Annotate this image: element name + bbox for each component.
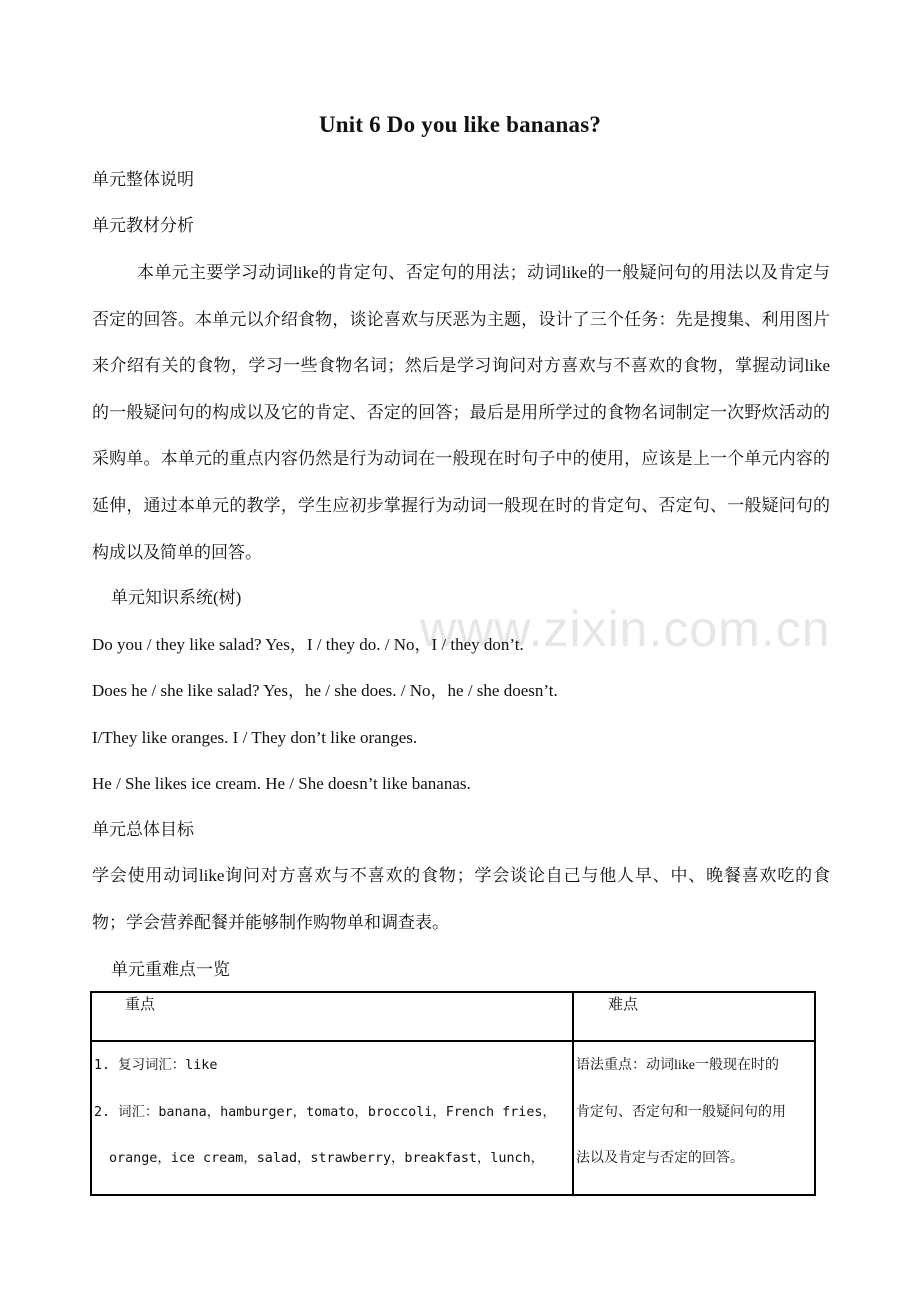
- difficulty-line: 法以及肯定与否定的回答。: [576, 1151, 744, 1166]
- header-keypoints: 重点: [91, 992, 573, 1041]
- example-sentence: He / She likes ice cream. He / She doesn’t like bananas.: [92, 774, 471, 793]
- example-sentence: Does he / she like salad? Yes，he / she does. / No，he / she doesn’t.: [92, 681, 558, 700]
- keypoints-table: [90, 991, 816, 1196]
- table-row: [91, 1041, 815, 1195]
- section-heading-keypoints: 单元重难点一览: [111, 960, 230, 979]
- section-heading-analysis: 单元教材分析: [92, 216, 194, 235]
- keypoint-line: 1. 复习词汇：like: [94, 1058, 218, 1073]
- keypoint-line: 2. 词汇：banana，hamburger，tomato，broccoli，French fries，: [94, 1104, 556, 1120]
- header-difficulties: 难点: [573, 992, 815, 1041]
- analysis-paragraph: 本单元主要学习动词like的肯定句、否定句的用法；动词like的一般疑问句的用法以及肯定与否定的回答。本单元以介绍食物，谈论喜欢与厌恶为主题，设计了三个任务：先是搜集、利用图片来介绍有关的食物，学习一些食物名词；然后是学习询问对方喜欢与不喜欢的食物，掌握动词like的一般疑问句的构成以及它的肯定、否定的回答；最后是用所学过的食物名词制定一次野炊活动的采购单。本单元的重点内容仍然是行为动词在一般现在时句子中的使用，应该是上一个单元内容的延伸，通过本单元的教学，学生应初步掌握行为动词一般现在时的肯定句、否定句、一般疑问句的构成以及简单的回答。: [92, 263, 830, 562]
- section-heading-goals: 单元总体目标: [92, 820, 194, 839]
- document-title: Unit 6 Do you like bananas?: [318, 112, 602, 137]
- difficulty-line: 语法重点：动词like一般现在时的: [576, 1058, 779, 1073]
- difficulties-cell: [573, 1041, 815, 1195]
- section-heading-knowledge-tree: 单元知识系统(树): [111, 588, 242, 607]
- keypoint-line: orange，ice cream，salad，strawberry，breakfast，lunch，: [109, 1151, 545, 1166]
- keypoints-cell: [91, 1041, 573, 1195]
- watermark: www.zixin.com.cn: [420, 601, 831, 657]
- example-sentence: Do you / they like salad? Yes，I / they do. / No，I / they don’t.: [92, 635, 524, 654]
- table-header-row: [91, 992, 815, 1041]
- difficulty-line: 肯定句、否定句和一般疑问句的用: [576, 1104, 786, 1120]
- example-sentence: I/They like oranges. I / They don’t like oranges.: [92, 728, 418, 747]
- goals-paragraph: 学会使用动词like询问对方喜欢与不喜欢的食物；学会谈论自己与他人早、中、晚餐喜欢吃的食物；学会营养配餐并能够制作购物单和调查表。: [92, 866, 830, 932]
- section-heading-overview: 单元整体说明: [92, 170, 194, 189]
